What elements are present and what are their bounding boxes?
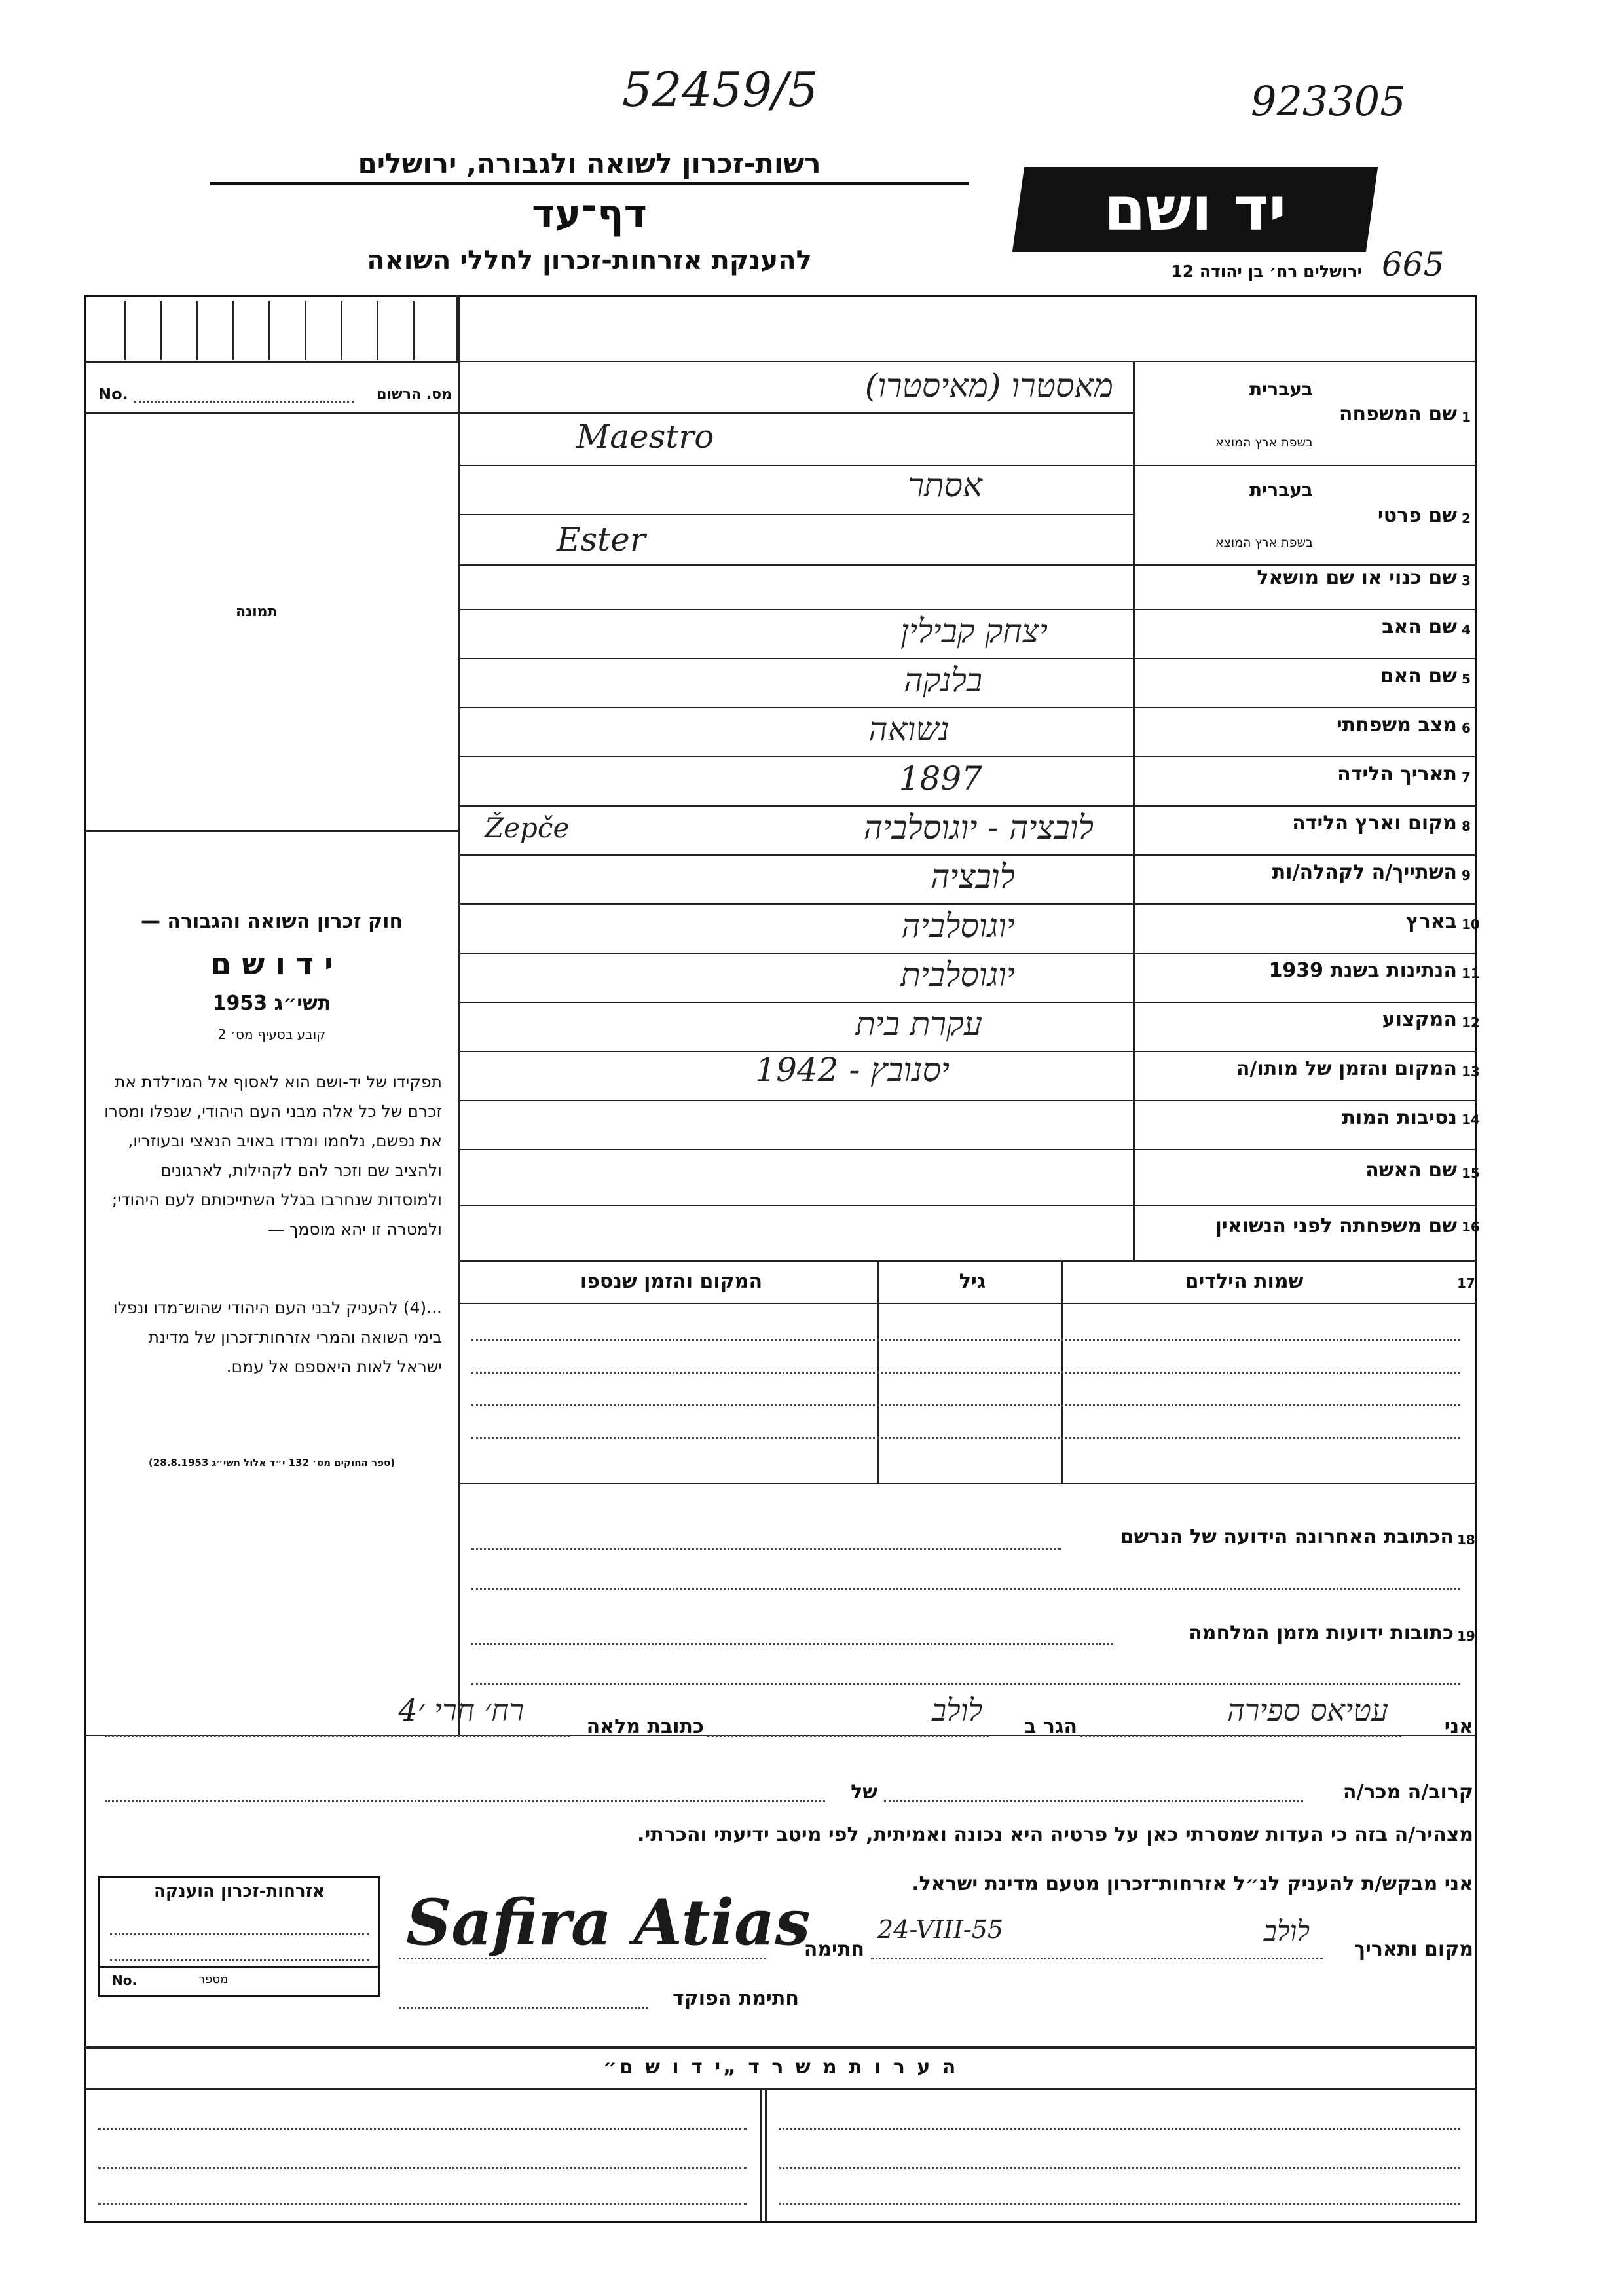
law-paragraph-1: תפקידו של יד-ושם הוא לאסוף אל המו־לדת את זכרם של כל אלה מבני העם היהודי, שנפלו ומסרו את נפשם, נלחמו ומרדו באויב הנאצי ובעוזריו, ולהציב שם וזכר להם לקהילות, לארגונים ולמוסדות שנחרבו בגלל השתייכותם לעם היהודי; ולמטרה זו יהא מוסמך — xyxy=(104,1072,442,1239)
declarant-address-value: רח׳ חרי ׳4 xyxy=(398,1692,524,1728)
field-2-value-hebrew: אסתר xyxy=(908,466,982,504)
children-names-header: שמות הילדים xyxy=(1185,1270,1304,1293)
field-16-label: שם משפחתה לפני הנשואין xyxy=(1215,1214,1457,1237)
field-6-value: נשואה xyxy=(868,710,950,748)
field-18-number: 18 xyxy=(1457,1532,1475,1548)
law-title: חוק זכרון השואה והגבורה — xyxy=(140,910,403,933)
children-place-header: המקום והזמן שנספו xyxy=(580,1270,763,1293)
field-17-number: 17 xyxy=(1457,1275,1475,1291)
field-12-label: המקצוע xyxy=(1382,1008,1457,1031)
declarant-ani: אני xyxy=(1444,1715,1473,1738)
of-label: של xyxy=(851,1781,877,1804)
form-title: דף־עד xyxy=(532,191,647,237)
field-4-value: יצחק קבילין xyxy=(900,612,1048,650)
law-reference: (ספר החוקים מס׳ 132 י״ד אלול תשי״ג 28.8.1953) xyxy=(148,1457,396,1468)
office-notes-title: ה ע ר ו ת מ ש ר ד „י ד ו ש ם״ xyxy=(602,2056,959,2079)
field-18-label: הכתובת האחרונה הידועה של הנרשם xyxy=(1120,1525,1454,1548)
field-7-value: 1897 xyxy=(898,759,982,797)
field-8-label: מקום וארץ הלידה xyxy=(1292,812,1457,835)
field-14-label: נסיבות המות xyxy=(1342,1106,1457,1129)
field-2-label: שם פרטי xyxy=(1377,504,1457,527)
field-13-number: 13 xyxy=(1462,1064,1480,1080)
children-age-header: גיל xyxy=(959,1270,986,1293)
field-5-number: 5 xyxy=(1462,671,1471,687)
declarant-address-label: כתובת מלאה xyxy=(586,1715,704,1738)
field-2-number: 2 xyxy=(1462,511,1471,526)
field-9-label: השתייך/ה לקהלה/ות xyxy=(1272,861,1457,884)
request-text: אני מבקש/ת להעניק לנ״ל אזרחות־זכרון מטעם מדינת ישראל. xyxy=(912,1872,1473,1895)
declarant-resident-value: לולב xyxy=(932,1692,982,1728)
top-boxes xyxy=(84,295,458,363)
registration-no-label: No. xyxy=(98,385,128,403)
declarant-name-value: עטיאס ספירה xyxy=(1227,1692,1388,1728)
field-1-number: 1 xyxy=(1462,409,1471,425)
field-10-number: 10 xyxy=(1462,917,1480,932)
field-7-number: 7 xyxy=(1462,769,1471,785)
yad-vashem-logo xyxy=(1012,167,1378,252)
field-6-label: מצב משפחתי xyxy=(1336,714,1457,737)
law-year: תשי״ג 1953 xyxy=(212,992,331,1015)
right-number: 923305 xyxy=(1251,77,1406,125)
official-signature-label: חתימת הפוקד xyxy=(673,1987,799,2010)
place-date-label: מקום ותאריך xyxy=(1354,1938,1473,1961)
field-5-value: בלנקה xyxy=(904,661,982,699)
file-number: 52459/5 xyxy=(622,62,819,117)
field-2-origin-sub: בשפת ארץ המוצא xyxy=(1215,536,1313,550)
registration-label: מס. הרשום xyxy=(377,386,452,403)
authority-title: רשות-זכרון לשואה ולגבורה, ירושלים xyxy=(210,147,969,185)
field-19-number: 19 xyxy=(1457,1628,1475,1644)
field-1-value-hebrew: מאסטרו (מאיסטרו) xyxy=(864,367,1113,405)
field-1-hebrew-sub: בעברית xyxy=(1249,378,1313,400)
relative-label: קרוב/ה מכר/ה xyxy=(1342,1781,1473,1804)
law-name: י ד ו ש ם xyxy=(210,946,333,981)
field-2-value-latin: Ester xyxy=(557,520,646,558)
field-3-label: שם כנוי או שם מושאל xyxy=(1257,566,1457,589)
right-mark: 665 xyxy=(1382,246,1445,283)
declaration-text: מצהיר/ה בזה כי העדות שמסרתי כאן על פרטיה היא נכונה ואמיתית, לפי מיטב ידיעתי והכרתי. xyxy=(637,1823,1473,1846)
left-panel-divider xyxy=(458,295,460,1735)
field-8-value-latin: Žepče xyxy=(485,812,570,844)
form-subtitle: להענקת אזרחות-זכרון לחללי השואה xyxy=(367,246,812,276)
place-value: לולב xyxy=(1263,1915,1310,1947)
field-12-value: עקרת בית xyxy=(855,1005,982,1043)
logo-text: יד ושם xyxy=(1103,174,1287,244)
label-column-divider xyxy=(1133,361,1135,1261)
field-16-number: 16 xyxy=(1462,1219,1480,1235)
field-1-label: שם המשפחה xyxy=(1338,403,1457,426)
field-6-number: 6 xyxy=(1462,720,1471,736)
field-4-label: שם האב xyxy=(1382,615,1457,638)
field-8-value: לובציה - יוגוסלביה xyxy=(863,809,1094,847)
address-line: ירושלים רח׳ בן יהודה 12 xyxy=(1171,262,1362,281)
date-value: 24-VIII-55 xyxy=(877,1915,1004,1944)
granted-box-num-label: מספר xyxy=(198,1973,229,1986)
field-15-label: שם האשה xyxy=(1365,1159,1457,1182)
field-12-number: 12 xyxy=(1462,1015,1480,1030)
declarant-resident-label: הגר ב xyxy=(1024,1715,1077,1738)
field-11-value: יוגוסלבית xyxy=(900,956,1015,994)
law-clause: קובע בסעיף מס׳ 2 xyxy=(217,1027,326,1042)
field-19-label: כתובות ידועות מזמן המלחמה xyxy=(1189,1622,1454,1645)
field-8-number: 8 xyxy=(1462,818,1471,834)
field-5-label: שם האם xyxy=(1380,665,1457,687)
photo-area xyxy=(85,414,458,832)
field-11-label: הנתינות בשנת 1939 xyxy=(1268,959,1457,982)
field-9-value: לובציה xyxy=(931,858,1015,896)
field-1-value-latin: Maestro xyxy=(576,418,714,456)
signature-value: Safira Atias xyxy=(406,1886,811,1959)
granted-box-no-label: No. xyxy=(112,1973,138,1988)
field-2-hebrew-sub: בעברית xyxy=(1249,479,1313,501)
field-15-number: 15 xyxy=(1462,1165,1480,1181)
field-10-value: יוגוסלביה xyxy=(901,907,1015,945)
signature-label: חתימה xyxy=(803,1938,864,1961)
field-11-number: 11 xyxy=(1462,966,1480,981)
granted-citizenship-box xyxy=(98,1876,380,1997)
field-7-label: תאריך הלידה xyxy=(1337,763,1457,786)
field-13-label: המקום והזמן של מותו/ה xyxy=(1236,1057,1457,1080)
field-1-origin-sub: בשפת ארץ המוצא xyxy=(1215,435,1313,450)
field-3-number: 3 xyxy=(1462,573,1471,589)
field-9-number: 9 xyxy=(1462,867,1471,883)
law-paragraph-2: ...(4) להעניק לבני העם היהודי שהוש־מדו ונפלו בימי השואה והמרי אזרחות־זכרון של מדינת ישראל לאות היאספם אל עמם. xyxy=(113,1298,442,1376)
field-10-label: בארץ xyxy=(1405,910,1457,933)
field-14-number: 14 xyxy=(1462,1112,1480,1127)
field-13-value: יסנובץ - 1942 xyxy=(755,1051,950,1089)
granted-box-title: אזרחות-זכרון הוענקה xyxy=(154,1882,325,1901)
photo-label: תמונה xyxy=(236,604,278,620)
field-4-number: 4 xyxy=(1462,622,1471,638)
